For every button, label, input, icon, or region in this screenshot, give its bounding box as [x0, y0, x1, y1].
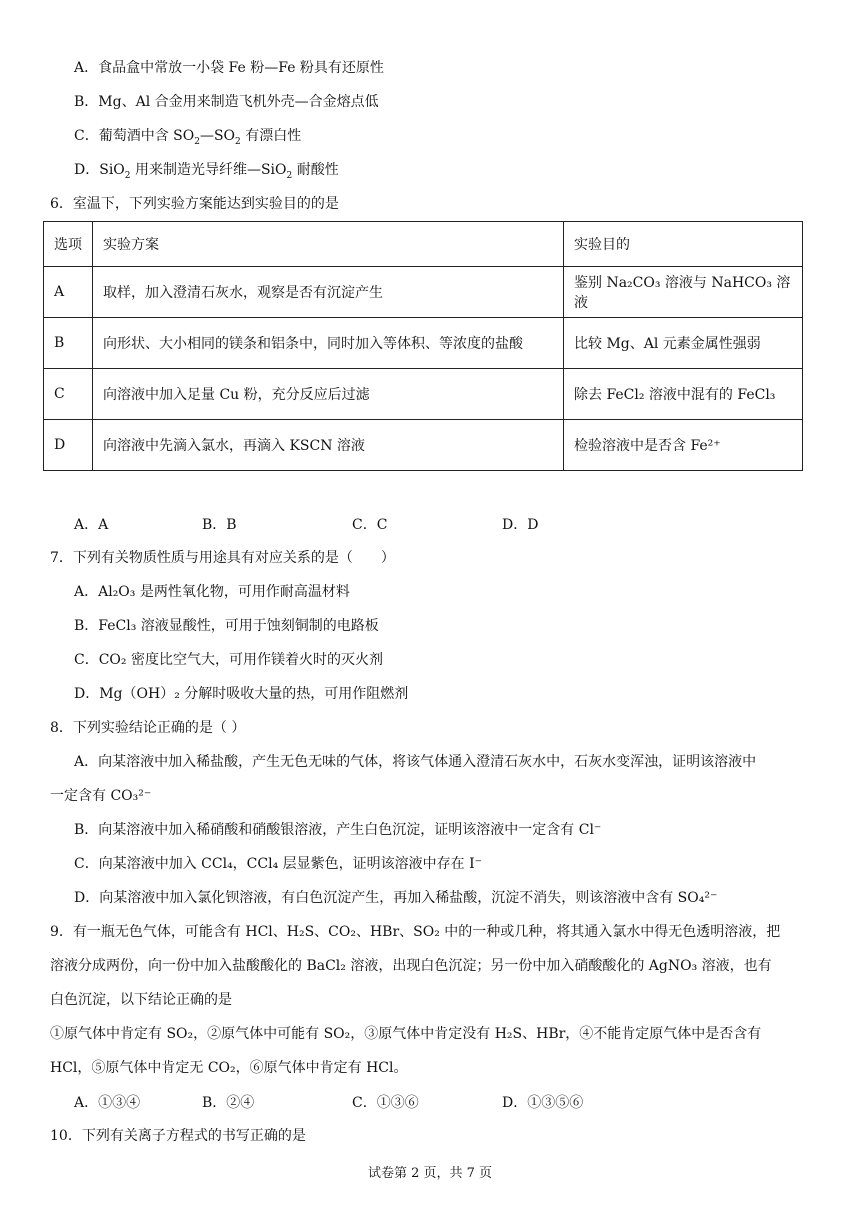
q9-statements-line2: HCl，⑤原气体中肯定无 CO₂，⑥原气体中肯定有 HCl。 — [50, 1060, 408, 1076]
q8-option-c: C．向某溶液中加入 CCl₄，CCl₄ 层显紫色，证明该溶液中存在 I⁻ — [74, 856, 483, 872]
q6-table — [43, 221, 803, 471]
table-header-cell: 实验方案 — [93, 222, 564, 267]
q9-answer-b: B．②④ — [202, 1095, 255, 1111]
q8-option-d: D．向某溶液中加入氯化钡溶液，有白色沉淀产生，再加入稀盐酸，沉淀不消失，则该溶液中含有 SO₄²⁻ — [74, 890, 718, 906]
q9-statements-line1: ①原气体中肯定有 SO₂，②原气体中可能有 SO₂，③原气体中肯定没有 H₂S、HBr，④不能肯定原气体中是否含有 — [50, 1026, 762, 1042]
table-row — [44, 318, 803, 369]
q6-answer-a: A．A — [74, 517, 109, 533]
table-header-row — [44, 222, 803, 267]
q7-option-a: A．Al₂O₃ 是两性氧化物，可用作耐高温材料 — [74, 584, 350, 600]
page-footer: 试卷第 2 页，共 7 页 — [367, 1166, 493, 1181]
q6-answer-c: C．C — [352, 517, 388, 533]
table-header-cell: 实验目的 — [564, 222, 803, 267]
q8-option-a-cont: 一定含有 CO₃²⁻ — [50, 788, 152, 804]
q9-answer-d: D．①③⑤⑥ — [502, 1095, 584, 1111]
table-row — [44, 267, 803, 318]
q5-option-a: A．食品盒中常放一小袋 Fe 粉—Fe 粉具有还原性 — [74, 60, 384, 76]
q6-answer-d: D．D — [502, 517, 539, 533]
q7-stem: 7．下列有关物质性质与用途具有对应关系的是（ ） — [50, 550, 395, 566]
table-cell-goal: 检验溶液中是否含 Fe²⁺ — [564, 420, 803, 471]
q7-option-b: B．FeCl₃ 溶液显酸性，可用于蚀刻铜制的电路板 — [74, 618, 379, 634]
q8-option-b: B．向某溶液中加入稀硝酸和硝酸银溶液，产生白色沉淀，证明该溶液中一定含有 Cl⁻ — [74, 822, 602, 838]
table-cell-goal: 除去 FeCl₂ 溶液中混有的 FeCl₃ — [564, 369, 803, 420]
table-cell-option: A — [44, 267, 93, 318]
table-cell-option: B — [44, 318, 93, 369]
table-cell-plan: 向形状、大小相同的镁条和铝条中，同时加入等体积、等浓度的盐酸 — [93, 318, 564, 369]
q9-stem-line3: 白色沉淀，以下结论正确的是 — [50, 992, 232, 1008]
q10-stem: 10．下列有关离子方程式的书写正确的是 — [50, 1128, 306, 1144]
q7-option-d: D．Mg（OH）₂ 分解时吸收大量的热，可用作阻燃剂 — [74, 686, 409, 702]
table-cell-option: D — [44, 420, 93, 471]
table-row — [44, 420, 803, 471]
q5-option-c: C．葡萄酒中含 $SO_2—SO_2$ 有漂白性 — [74, 128, 302, 147]
table-cell-plan: 向溶液中加入足量 Cu 粉，充分反应后过滤 — [93, 369, 564, 420]
q8-stem: 8．下列实验结论正确的是（ ） — [50, 720, 246, 736]
table-cell-goal: 比较 Mg、Al 元素金属性强弱 — [564, 318, 803, 369]
table-row — [44, 369, 803, 420]
table-cell-plan: 取样，加入澄清石灰水，观察是否有沉淀产生 — [93, 267, 564, 318]
q9-stem-line1: 9．有一瓶无色气体，可能含有 HCl、H₂S、CO₂、HBr、SO₂ 中的一种或几种，将其通入氯水中得无色透明溶液，把 — [50, 924, 781, 940]
table-header-cell: 选项 — [44, 222, 93, 267]
table-cell-option: C — [44, 369, 93, 420]
table-cell-plan: 向溶液中先滴入氯水，再滴入 KSCN 溶液 — [93, 420, 564, 471]
q5-option-b: B．Mg、Al 合金用来制造飞机外壳—合金熔点低 — [74, 94, 379, 110]
q9-answer-c: C．①③⑥ — [352, 1095, 419, 1111]
q5-option-d: D．SiO$_2$ 用来制造光导纤维—SiO$_2$ 耐酸性 — [74, 162, 339, 181]
q6-answer-b: B．B — [202, 517, 237, 533]
q9-answer-a: A．①③④ — [74, 1095, 141, 1111]
q7-option-c: C．CO₂ 密度比空气大，可用作镁着火时的灭火剂 — [74, 652, 383, 668]
table-cell-goal: 鉴别 Na₂CO₃ 溶液与 NaHCO₃ 溶液 — [564, 267, 803, 318]
q6-stem: 6．室温下，下列实验方案能达到实验目的的是 — [50, 196, 339, 212]
q8-option-a: A．向某溶液中加入稀盐酸，产生无色无味的气体，将该气体通入澄清石灰水中，石灰水变浑浊，证明该溶液中 — [74, 754, 757, 770]
q9-stem-line2: 溶液分成两份，向一份中加入盐酸酸化的 BaCl₂ 溶液，出现白色沉淀；另一份中加入硝酸酸化的 AgNO₃ 溶液，也有 — [50, 958, 772, 974]
